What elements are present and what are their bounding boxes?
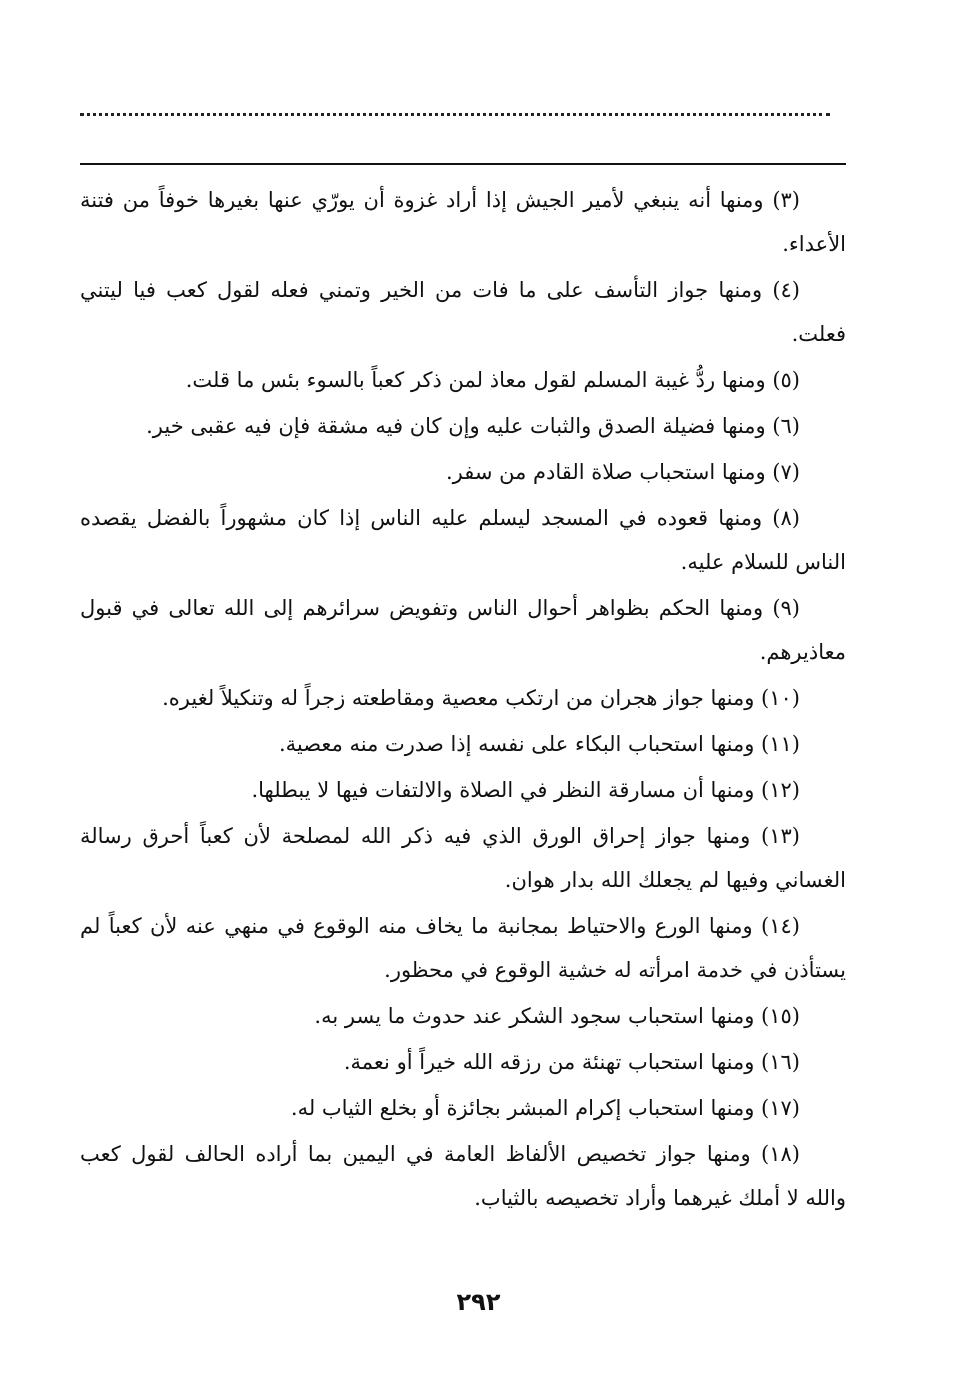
list-item: (١٠) ومنها جواز هجران من ارتكب معصية ومقاطعته زجراً له وتنكيلاً لغيره.: [162, 686, 800, 710]
list-item: (١٨) ومنها جواز تخصيص الألفاظ العامة في اليمين بما أراده الحالف لقول كعب والله لا أملك غيرهما وأراد تخصيصه بالثياب.: [80, 1142, 846, 1210]
list-item: (٧) ومنها استحباب صلاة القادم من سفر.: [445, 460, 800, 484]
page-body: [80, 178, 846, 1222]
list-item: (١٧) ومنها استحباب إكرام المبشر بجائزة أو بخلع الثياب له.: [290, 1096, 800, 1120]
list-item: (١٥) ومنها استحباب سجود الشكر عند حدوث ما يسر به.: [314, 1004, 800, 1028]
list-item: (١٤) ومنها الورع والاحتياط بمجانبة ما يخاف منه الوقوع في منهي عنه لأن كعباً لم يستأذن في خدمة امرأته له خشية الوقوع في محظور.: [80, 914, 846, 982]
list-item: (٤) ومنها جواز التأسف على ما فات من الخير وتمني فعله لقول كعب فيا ليتني فعلت.: [80, 278, 846, 346]
list-item: (١٣) ومنها جواز إحراق الورق الذي فيه ذكر الله لمصلحة لأن كعباً أحرق رسالة الغساني وفيها لم يجعلك الله بدار هوان.: [80, 824, 846, 892]
list-item: (١٢) ومنها أن مسارقة النظر في الصلاة والالتفات فيها لا يبطلها.: [251, 778, 800, 802]
horizontal-rule: [80, 163, 846, 165]
list-item: (٥) ومنها ردُّ غيبة المسلم لقول معاذ لمن ذكر كعباً بالسوء بئس ما قلت.: [185, 368, 800, 392]
list-item: (١١) ومنها استحباب البكاء على نفسه إذا صدرت منه معصية.: [278, 732, 800, 756]
list-item: (٦) ومنها فضيلة الصدق والثبات عليه وإن كان فيه مشقة فإن فيه عقبى خير.: [146, 414, 800, 438]
list-item: (١٦) ومنها استحباب تهنئة من رزقه الله خيراً أو نعمة.: [343, 1050, 800, 1074]
list-item: (٨) ومنها قعوده في المسجد ليسلم عليه الناس إذا كان مشهوراً بالفضل يقصده الناس للسلام عليه.: [80, 506, 846, 574]
list-item: (٩) ومنها الحكم بظواهر أحوال الناس وتفويض سرائرهم إلى الله تعالى في قبول معاذيرهم.: [80, 596, 846, 664]
dotted-separator: [80, 113, 830, 116]
list-item: (٣) ومنها أنه ينبغي لأمير الجيش إذا أراد غزوة أن يورّي عنها بغيرها خوفاً من فتنة الأعداء.: [80, 188, 846, 256]
page-number: ٢٩٢: [456, 1288, 501, 1316]
